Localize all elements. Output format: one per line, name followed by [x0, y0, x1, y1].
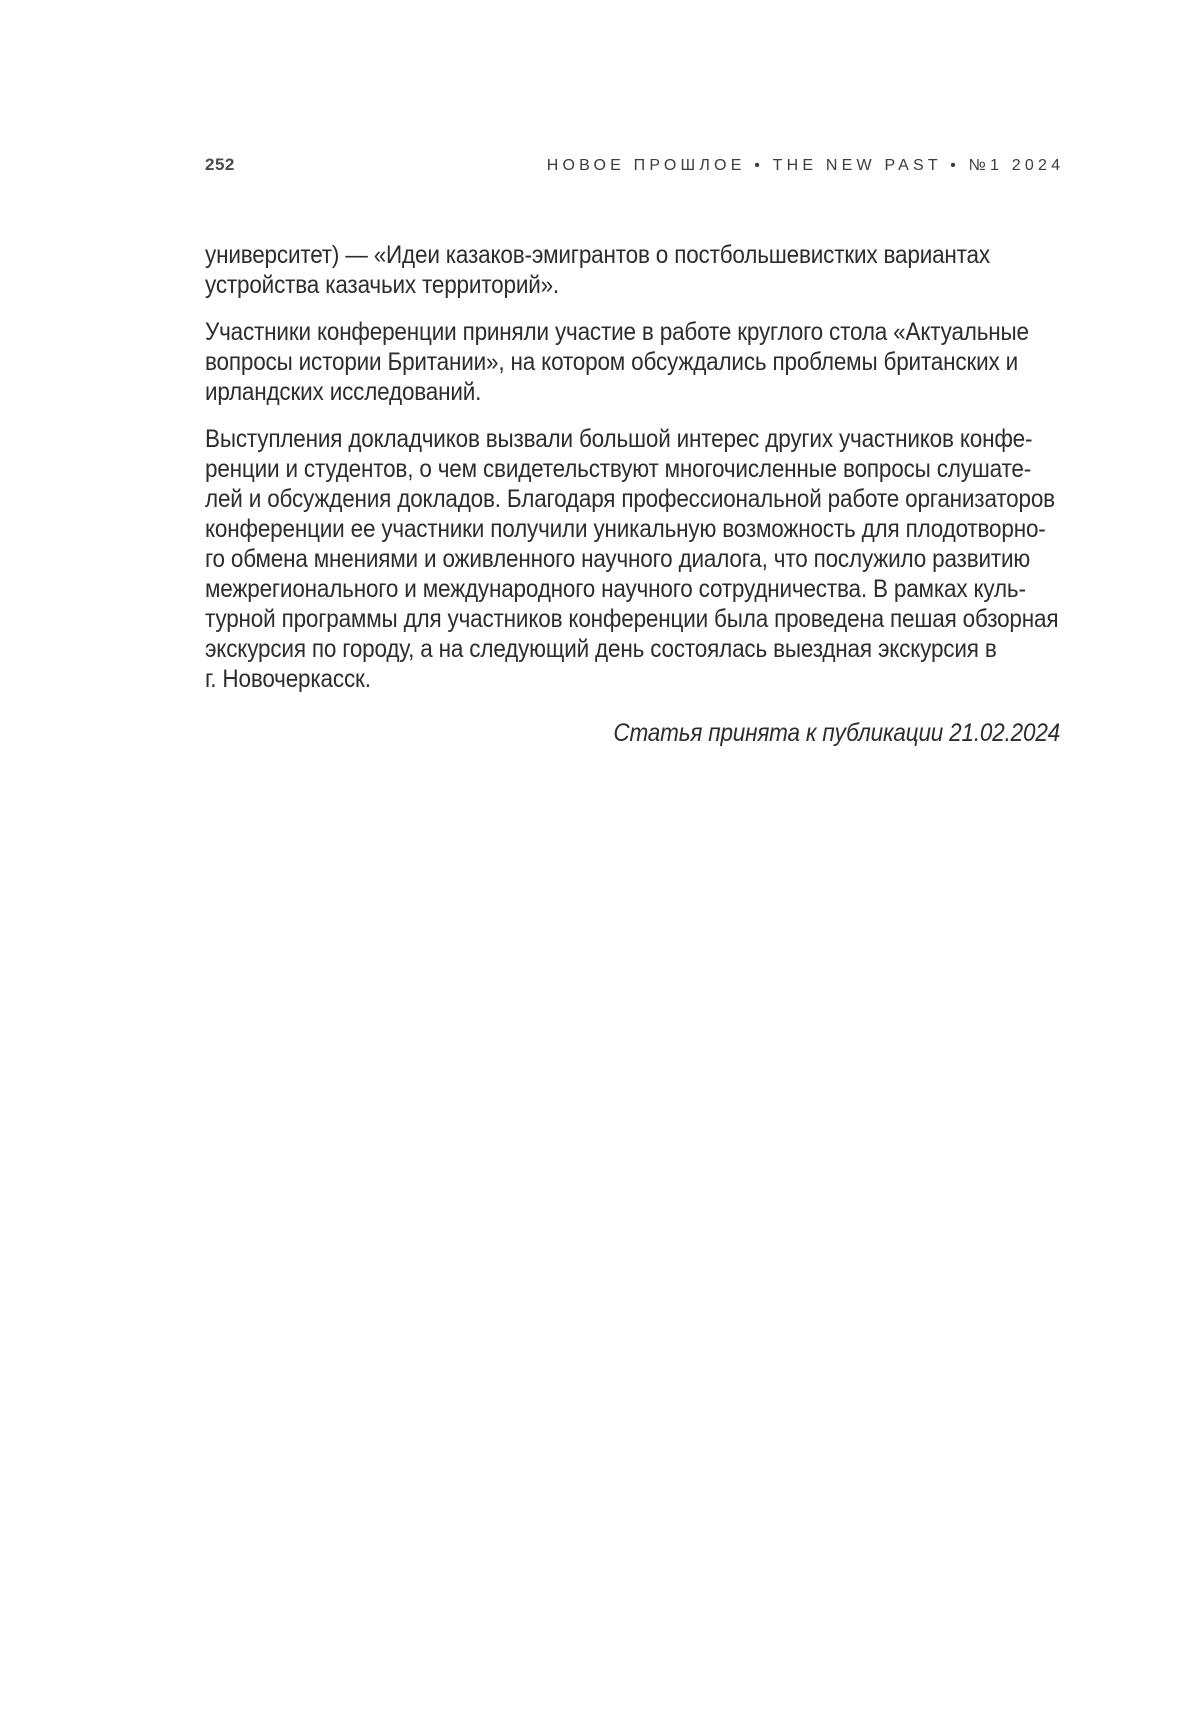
text-line: лей и обсуждения докладов. Благодаря профессиональной работе организаторов: [205, 485, 1055, 513]
text-line: Выступления докладчиков вызвали большой интерес других участников конфе-: [205, 425, 1033, 453]
running-title: НОВОЕ ПРОШЛОЕ • THE NEW PAST • №1 2024: [546, 157, 1065, 174]
paragraph: [205, 317, 1060, 407]
acceptance-note: Статья принята к публикации 21.02.2024: [613, 719, 1060, 747]
text-line: межрегионального и международного научного сотрудничества. В рамках куль-: [205, 575, 1026, 603]
article-body: [205, 240, 1060, 748]
text-line: ренции и студентов, о чем свидетельствуют многочисленные вопросы слушате-: [205, 455, 1032, 483]
paragraph: [205, 240, 1060, 300]
page-number: 252: [205, 155, 235, 174]
text-line: конференции ее участники получили уникальную возможность для плодотворно-: [205, 515, 1046, 543]
text-line: г. Новочеркасск.: [205, 665, 371, 693]
text-line: экскурсия по городу, а на следующий день состоялась выездная экскурсия в: [205, 635, 997, 663]
text-line: университет) — «Идеи казаков-эмигрантов о постбольшевистких вариантах: [205, 241, 990, 269]
text-line: ирландских исследований.: [205, 378, 482, 406]
text-line: го обмена мнениями и оживленного научного диалога, что послужило развитию: [205, 545, 1031, 573]
text-line: устройства казачьих территорий».: [205, 271, 560, 299]
running-head: [205, 155, 1065, 175]
text-line: вопросы истории Британии», на котором обсуждались проблемы британских и: [205, 348, 1019, 376]
text-line: турной программы для участников конференции была проведена пешая обзорная: [205, 605, 1059, 633]
paragraph: [205, 424, 1060, 694]
text-line: Участники конференции приняли участие в работе круглого стола «Актуальные: [205, 318, 1029, 346]
paragraphs-container: [205, 240, 1060, 694]
